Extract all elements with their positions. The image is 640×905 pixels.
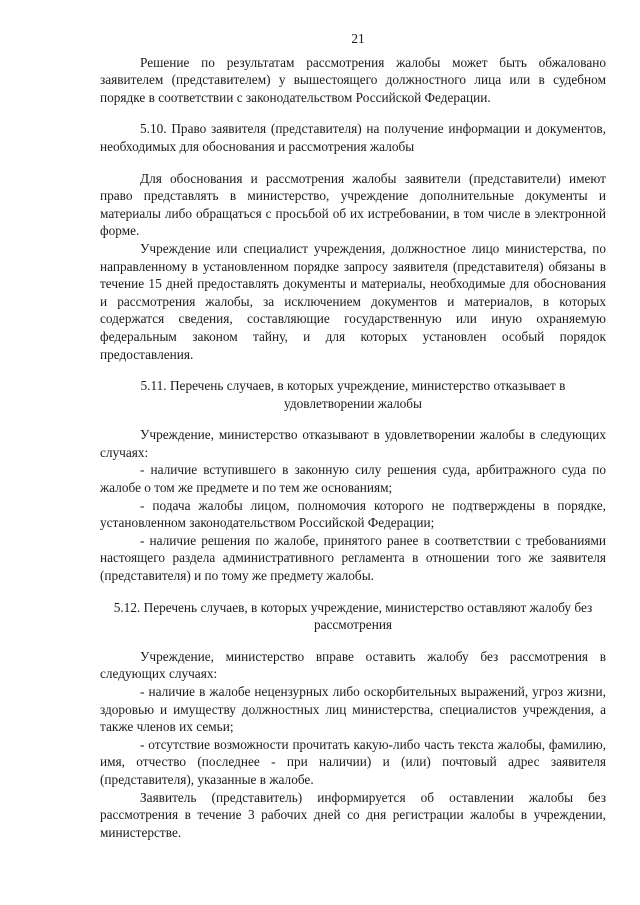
list-item-court-decision: - наличие вступившего в законную силу решения суда, арбитражного суда по жалобе о том же предмете и по тем же основаниям; [100, 462, 606, 496]
list-item-previous-decision: - наличие решения по жалобе, принятого ранее в соответствии с требованиями настоящего раздела административного регламента в отношении того же заявителя (представителя) и по тому же предмету жалобы. [100, 532, 606, 584]
paragraph-applicant-notification: Заявитель (представитель) информируется об оставлении жалобы без рассмотрения в течение 3 рабочих дней со дня регистрации жалобы в учреждении, министерстве. [100, 789, 606, 840]
paragraph-refusal-cases: Учреждение, министерство отказывают в удовлетворении жалобы в следующих случаях: [100, 427, 606, 460]
page-number: 21 [351, 31, 365, 46]
paragraph-additional-documents: Для обоснования и рассмотрения жалобы заявители (представители) имеют право представлять в министерство, учреждение дополнительные документы и материалы либо обращаться с просьбой об их истребовании, в том числе в электронной форме. [100, 170, 606, 239]
paragraph-appeal-decision: Решение по результатам рассмотрения жалобы может быть обжаловано заявителем (представителем) у вышестоящего должностного лица или в судебном порядке в соответствии с законодательством Российской Федерации. [100, 54, 606, 105]
section-heading-5-12: 5.12. Перечень случаев, в которых учреждение, министерство оставляют жалобу без рассмотрения [113, 599, 593, 633]
list-item-unreadable-text: - отсутствие возможности прочитать какую-либо часть текста жалобы, фамилию, имя, отчество (последнее - при наличии) и (или) почтовый адрес заявителя (представителя), указанные в жалобе. [100, 736, 606, 787]
section-heading-5-11: 5.11. Перечень случаев, в которых учреждение, министерство отказывает в удовлетворении жалобы [140, 378, 566, 411]
paragraph-no-consideration-cases: Учреждение, министерство вправе оставить жалобу без рассмотрения в следующих случаях: [100, 648, 606, 682]
list-item-unconfirmed-authority: - подача жалобы лицом, полномочия которого не подтверждены в порядке, установленном законодательством Российской Федерации; [100, 497, 606, 531]
list-item-obscene-language: - наличие в жалобе нецензурных либо оскорбительных выражений, угроз жизни, здоровью и имуществу должностных лиц министерства, специалистов учреждения, а также членов их семьи; [100, 684, 606, 735]
paragraph-document-request: Учреждение или специалист учреждения, должностное лицо министерства, по направленному в установленном порядке запросу заявителя (представителя) обязаны в течение 15 дней предоставлять документы и материалы, необходимые для обоснования и рассмотрения жалобы, за исключением документов и материалов, в которых содержатся сведения, составляющие государственную или иную охраняемую федеральным законом тайну, и для которых установлен особый порядок предоставления. [100, 240, 606, 362]
section-heading-5-10: 5.10. Право заявителя (представителя) на получение информации и документов, необходимых для обоснования и рассмотрения жалобы [100, 121, 606, 154]
